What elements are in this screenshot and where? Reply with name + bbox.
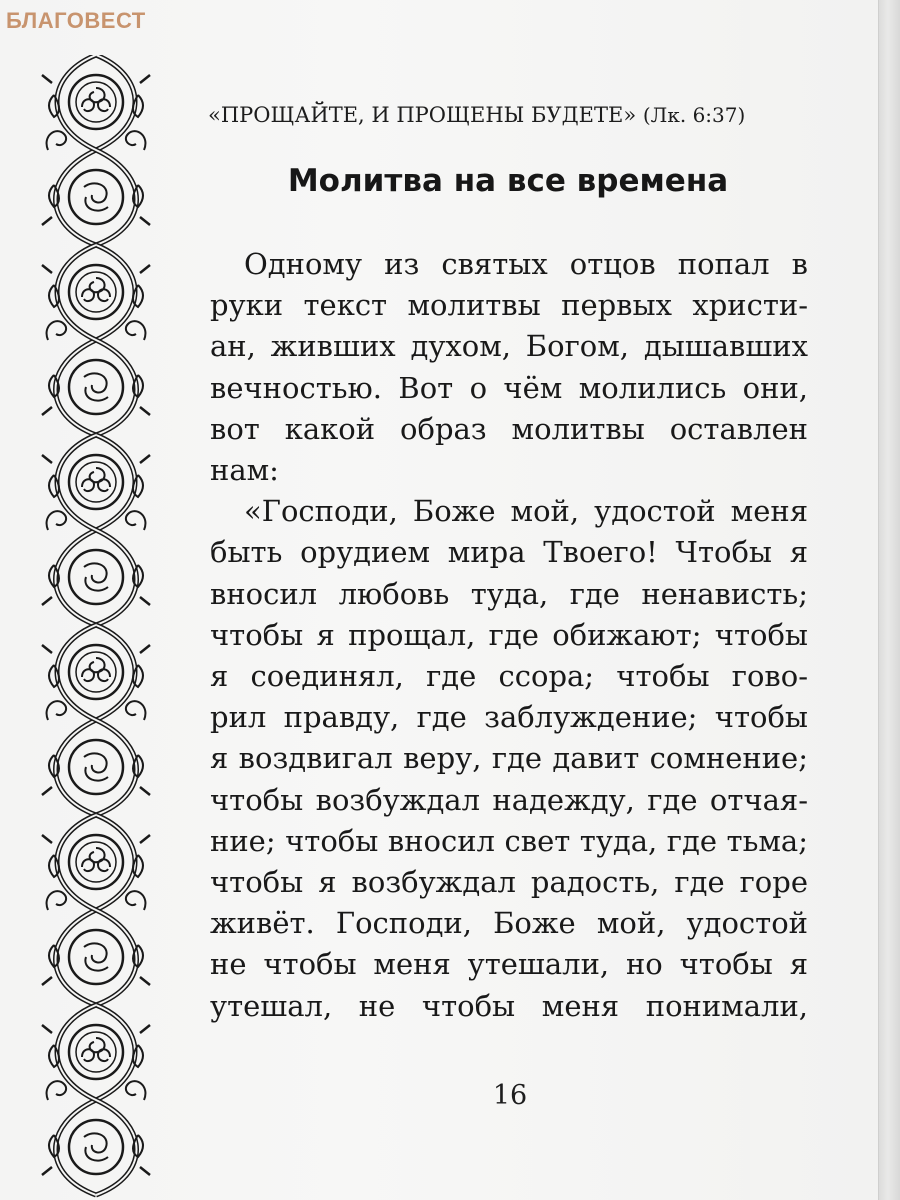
text-line: Одному из святых отцов попал в	[244, 247, 808, 281]
text-line: чтобы я прощал, где обижают; чтобы	[210, 617, 808, 652]
text-line: не чтобы меня утешали, но чтобы я	[210, 947, 808, 982]
text-line: ние; чтобы вносил свет туда, где тьма;	[210, 823, 808, 858]
text-line: нам:	[210, 453, 279, 488]
page-edge	[878, 0, 900, 1200]
floral-ornament-border	[34, 55, 158, 1200]
text-line: быть орудием мира Твоего! Чтобы я	[210, 535, 808, 570]
text-line: рил правду, где заблуждение; чтобы	[210, 700, 808, 735]
text-line: чтобы я возбуждал радость, где горе	[210, 865, 808, 900]
text-line: вот какой образ молитвы оставлен	[210, 411, 808, 446]
section-title: Молитва на все времена	[287, 163, 729, 199]
text-line: я соединял, где ссора; чтобы гово-	[210, 659, 808, 694]
text-line: я воздвигал веру, где давит сомнение;	[210, 741, 808, 776]
text-line: ан, живших духом, Богом, дышавших	[210, 329, 808, 364]
text-line: вносил любовь туда, где ненависть;	[210, 576, 808, 611]
body-text	[210, 244, 808, 1027]
text-line: утешал, не чтобы меня понимали,	[210, 988, 808, 1023]
text-line: руки текст молитвы первых христи-	[210, 288, 808, 323]
text-line: «Господи, Боже мой, удостой меня	[244, 494, 808, 529]
running-head-quote: «ПРОЩАЙТЕ, И ПРОЩЕНЫ БУДЕТЕ»	[208, 103, 637, 127]
running-head-reference: (Лк. 6:37)	[642, 103, 746, 127]
running-head	[208, 103, 768, 127]
page-number: 16	[492, 1080, 528, 1111]
watermark-logo: БЛАГОВЕСТ	[6, 8, 146, 33]
text-line: вечностью. Вот о чём молились они,	[210, 370, 808, 405]
text-line: чтобы возбуждал надежду, где отчая-	[210, 782, 808, 817]
text-line: живёт. Господи, Боже мой, удостой	[210, 906, 808, 941]
